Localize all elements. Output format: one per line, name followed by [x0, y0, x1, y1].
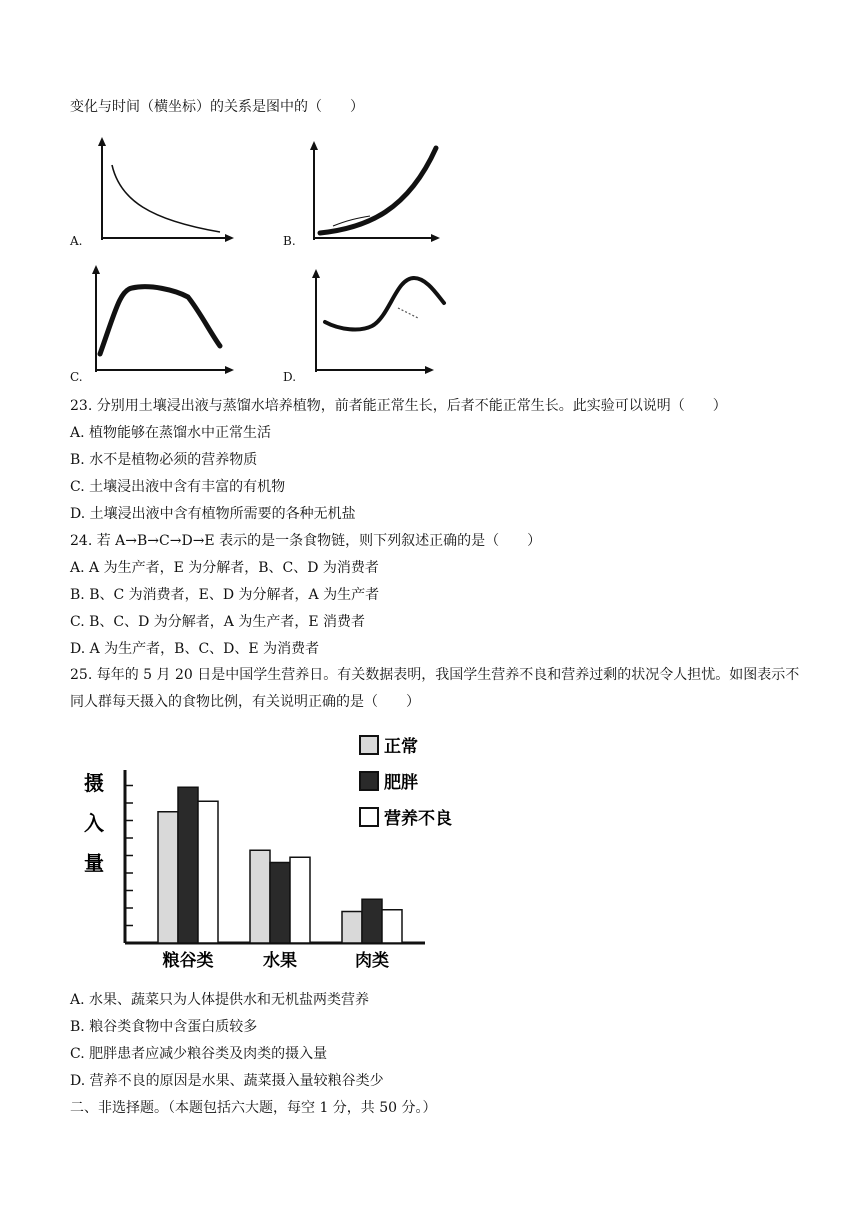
x-tick-label: 肉类	[355, 951, 389, 971]
food-intake-chart	[80, 728, 500, 982]
q23-option-a: A. 植物能够在蒸馏水中正常生活	[70, 425, 272, 441]
q24-option-a: A. A 为生产者，E 为分解者，B、C、D 为消费者	[70, 560, 379, 576]
bar-3-2	[362, 899, 382, 943]
bar-1-3	[198, 801, 218, 943]
graph-a	[80, 135, 240, 249]
y-axis-label-char: 量	[84, 851, 104, 875]
q24-option-d: D. A 为生产者，B、C、D、E 为消费者	[70, 641, 320, 657]
q24-option-b: B. B、C 为消费者，E、D 为分解者，A 为生产者	[70, 587, 380, 603]
graph-b-label: B.	[283, 234, 296, 248]
x-tick-label: 水果	[263, 951, 297, 971]
legend-swatch	[360, 736, 378, 754]
graph-d	[300, 268, 460, 382]
q24-option-c: C. B、C、D 为分解者，A 为生产者，E 消费者	[70, 614, 366, 630]
q22-tail: 变化与时间（横坐标）的关系是图中的（ ）	[70, 99, 364, 115]
legend-label: 肥胖	[384, 773, 418, 793]
q23-option-c: C. 土壤浸出液中含有丰富的有机物	[70, 479, 286, 495]
q24-stem: 24. 若 A→B→C→D→E 表示的是一条食物链，则下列叙述正确的是（ ）	[70, 533, 542, 549]
graph-a-label: A.	[70, 234, 83, 248]
q25-option-a: A. 水果、蔬菜只为人体提供水和无机盐两类营养	[70, 992, 370, 1008]
bar-3-1	[342, 912, 362, 944]
graph-c-label: C.	[70, 370, 83, 384]
q25-option-c: C. 肥胖患者应减少粮谷类及肉类的摄入量	[70, 1046, 328, 1062]
bar-1-2	[178, 787, 198, 943]
graph-b	[298, 140, 458, 249]
q23-stem: 23. 分别用土壤浸出液与蒸馏水培养植物，前者能正常生长，后者不能正常生长。此实验可以说明（ ）	[70, 398, 727, 414]
bar-3-3	[382, 910, 402, 943]
q23-option-d: D. 土壤浸出液中含有植物所需要的各种无机盐	[70, 506, 356, 522]
bar-2-1	[250, 850, 270, 943]
bar-1-1	[158, 812, 178, 943]
q25-option-d: D. 营养不良的原因是水果、蔬菜摄入量较粮谷类少	[70, 1073, 384, 1089]
food-intake-chart-svg	[80, 728, 500, 978]
legend-swatch	[360, 772, 378, 790]
legend-label: 营养不良	[384, 809, 452, 829]
legend-label: 正常	[384, 737, 418, 757]
y-axis-label-char: 摄	[84, 771, 104, 795]
q23-option-b: B. 水不是植物必须的营养物质	[70, 452, 258, 468]
bar-2-2	[270, 863, 290, 944]
section-2-heading: 二、非选择题。（本题包括六大题，每空 1 分，共 50 分。）	[70, 1100, 437, 1116]
y-axis-label-char: 入	[84, 811, 104, 835]
q25-stem: 25. 每年的 5 月 20 日是中国学生营养日。有关数据表明，我国学生营养不良和营养过剩的状况令人担忧。如图表示不同人群每天摄入的食物比例，有关说明正确的是（ ）	[70, 667, 800, 710]
q25-option-b: B. 粮谷类食物中含蛋白质较多	[70, 1019, 258, 1035]
bar-2-3	[290, 857, 310, 943]
graph-c	[80, 262, 240, 381]
graph-d-label: D.	[283, 370, 297, 384]
legend-swatch	[360, 808, 378, 826]
x-tick-label: 粮谷类	[162, 951, 214, 971]
